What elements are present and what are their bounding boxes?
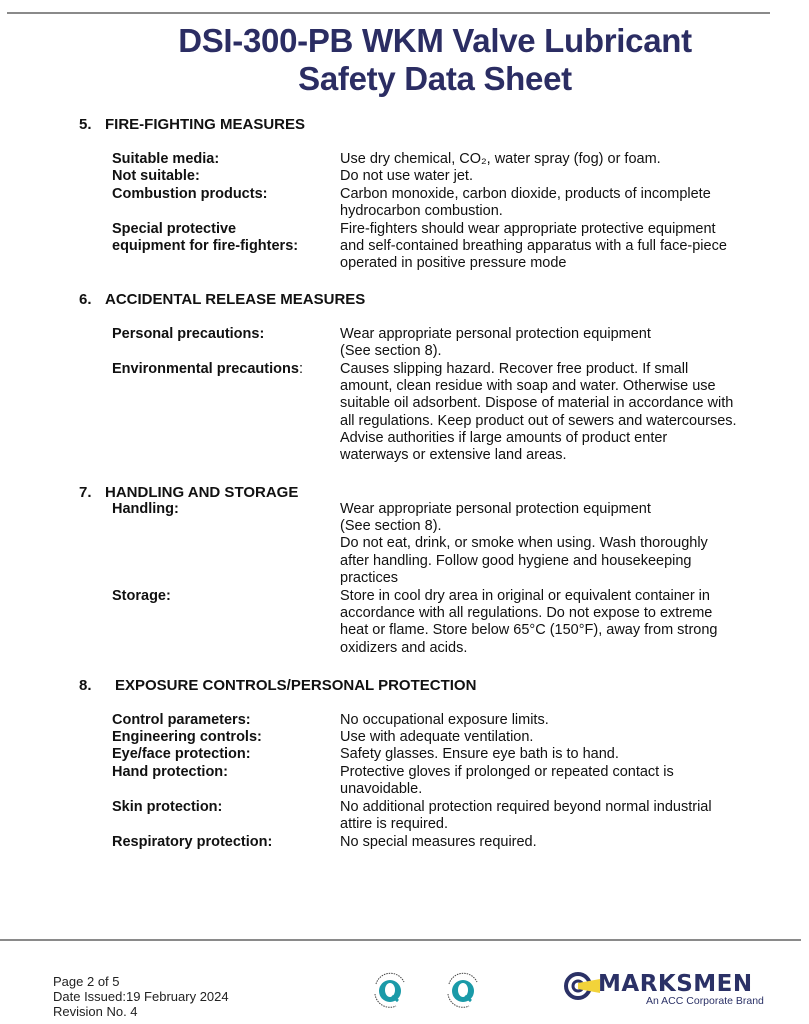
footer-document-info xyxy=(53,974,229,1019)
value-line: after handling. Follow good hygiene and housekeeping xyxy=(340,552,692,569)
value-line: operated in positive pressure mode xyxy=(340,255,567,272)
value-line: (See section 8). xyxy=(340,343,442,360)
marksmen-brand-logo xyxy=(564,968,764,1016)
field-label xyxy=(112,361,337,378)
field-value xyxy=(340,799,790,833)
brand-tagline: An ACC Corporate Brand xyxy=(646,995,764,1007)
field-label: Storage: xyxy=(112,588,171,604)
label-line: Special protective xyxy=(112,221,237,237)
field-value xyxy=(340,588,790,657)
field-label: Skin protection: xyxy=(112,799,223,815)
field-label: Eye/face protection: xyxy=(112,746,251,762)
section-number: 6. xyxy=(79,291,92,308)
section-6-heading xyxy=(79,291,365,308)
field-label: Control parameters: xyxy=(112,712,251,728)
page-number: Page 2 of 5 xyxy=(53,974,120,989)
value-line: Carbon monoxide, carbon dioxide, products of incomplete xyxy=(340,186,711,202)
field-value xyxy=(340,729,790,746)
value-line: Use with adequate ventilation. xyxy=(340,729,534,745)
page-title xyxy=(70,22,800,98)
field-value xyxy=(340,221,790,273)
value-line: No special measures required. xyxy=(340,834,537,850)
section-number: 7. xyxy=(79,484,92,501)
section-number: 8. xyxy=(79,677,92,694)
label-text: Environmental precautions xyxy=(112,361,299,377)
value-line: oxidizers and acids. xyxy=(340,639,468,656)
value-line: No occupational exposure limits. xyxy=(340,712,549,728)
title-line-1: DSI-300-PB WKM Valve Lubricant xyxy=(178,22,692,59)
field-value xyxy=(340,151,790,168)
field-value xyxy=(340,186,790,220)
field-value xyxy=(340,712,790,729)
value-line: Advise authorities if large amounts of product enter xyxy=(340,429,668,446)
field-label: Combustion products: xyxy=(112,186,268,202)
value-line: heat or flame. Store below 65°C (150°F), away from strong xyxy=(340,622,718,639)
value-line: suitable oil adsorbent. Dispose of material in accordance with xyxy=(340,395,734,412)
field-label: Hand protection: xyxy=(112,764,228,780)
value-line: all regulations. Keep product out of sewers and watercourses. xyxy=(340,412,737,429)
value-line: Use dry chemical, CO₂, water spray (fog) or foam. xyxy=(340,151,661,167)
field-label: Engineering controls: xyxy=(112,729,262,745)
value-line: hydrocarbon combustion. xyxy=(340,203,503,220)
title-line-2: Safety Data Sheet xyxy=(298,60,572,97)
field-value xyxy=(340,361,790,464)
value-line: practices xyxy=(340,569,399,586)
value-line: Do not use water jet. xyxy=(340,168,473,184)
label-line: equipment for fire-fighters: xyxy=(112,238,299,255)
date-issued: Date Issued:19 February 2024 xyxy=(53,989,229,1004)
value-line: Causes slipping hazard. Recover free product. If small xyxy=(340,361,689,377)
value-line: No additional protection required beyond normal industrial xyxy=(340,799,712,815)
field-value xyxy=(340,834,790,851)
iso-45001-certified-badge-icon xyxy=(441,968,485,1012)
value-line: Store in cool dry area in original or equivalent container in xyxy=(340,588,710,604)
field-value xyxy=(340,764,790,798)
section-7-heading xyxy=(79,484,298,501)
value-line: accordance with all regulations. Do not expose to extreme xyxy=(340,605,713,622)
label-colon: : xyxy=(298,361,303,377)
value-line: Wear appropriate personal protection equipment xyxy=(340,326,651,342)
section-title: ACCIDENTAL RELEASE MEASURES xyxy=(105,291,366,308)
section-title: FIRE-FIGHTING MEASURES xyxy=(105,116,306,133)
value-line: Do not eat, drink, or smoke when using. Wash thoroughly xyxy=(340,535,708,552)
value-line: waterways or extensive land areas. xyxy=(340,447,567,464)
header-rule xyxy=(7,12,770,14)
value-line: Fire-fighters should wear appropriate protective equipment xyxy=(340,221,716,237)
field-value xyxy=(340,501,790,587)
field-label: Respiratory protection: xyxy=(112,834,273,850)
value-line: Wear appropriate personal protection equipment xyxy=(340,501,651,517)
footer-rule xyxy=(0,939,801,941)
section-5-heading xyxy=(79,116,305,133)
value-line: and self-contained breathing apparatus with a full face-piece xyxy=(340,238,727,255)
field-label: Personal precautions: xyxy=(112,326,265,342)
section-title: HANDLING AND STORAGE xyxy=(105,484,299,501)
section-number: 5. xyxy=(79,116,92,133)
field-value xyxy=(340,326,790,360)
field-label xyxy=(112,221,337,255)
revision-number: Revision No. 4 xyxy=(53,1004,138,1019)
section-8-heading xyxy=(79,677,476,694)
value-line: (See section 8). xyxy=(340,518,442,535)
iso-9001-certified-badge-icon xyxy=(368,968,412,1012)
value-line: amount, clean residue with soap and water. Otherwise use xyxy=(340,378,716,395)
field-label: Suitable media: xyxy=(112,151,220,167)
brand-name: MARKSMEN xyxy=(598,971,753,997)
field-value xyxy=(340,168,790,185)
section-title: EXPOSURE CONTROLS/PERSONAL PROTECTION xyxy=(115,677,477,694)
value-line: Protective gloves if prolonged or repeated contact is xyxy=(340,764,674,780)
value-line: unavoidable. xyxy=(340,781,423,798)
field-label: Handling: xyxy=(112,501,179,517)
field-value xyxy=(340,746,790,763)
value-line: attire is required. xyxy=(340,816,448,833)
value-line: Safety glasses. Ensure eye bath is to hand. xyxy=(340,746,619,762)
field-label: Not suitable: xyxy=(112,168,200,184)
